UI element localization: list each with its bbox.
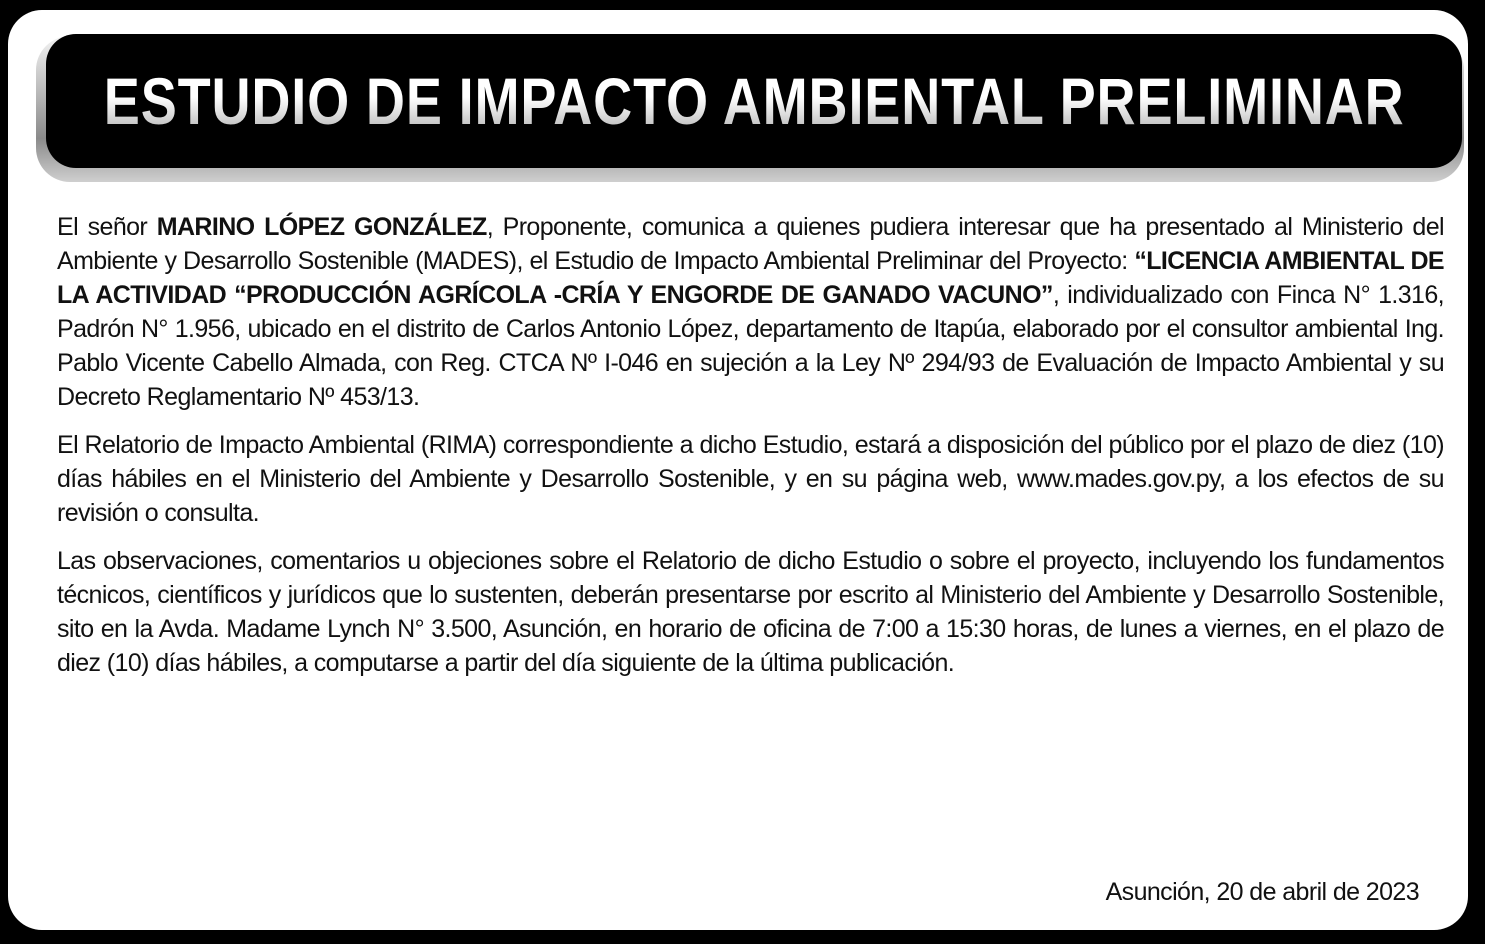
paragraph-proponent	[57, 210, 1444, 414]
paragraph-observations: Las observaciones, comentarios u objeciones sobre el Relatorio de dicho Estudio o sobre el proyecto, incluyendo los fundamentos técnicos, científicos y jurídicos que lo sustenten, deberán presentarse por escrito al Ministerio del Ambiente y Desarrollo Sostenible, sito en la Avda. Madame Lynch N° 3.500, Asunción, en horario de oficina de 7:00 a 15:30 horas, de lunes a viernes, en el plazo de diez (10) días hábiles, a computarse a partir del día siguiente de la última publicación.	[57, 547, 1444, 677]
paragraph-text: El señor	[57, 213, 157, 241]
notice-panel	[8, 10, 1468, 930]
notice-body	[57, 210, 1444, 694]
proponent-name: MARINO LÓPEZ GONZÁLEZ	[156, 213, 487, 241]
notice-date: Asunción, 20 de abril de 2023	[1105, 878, 1419, 906]
project-name: “LICENCIA AMBIENTAL DE LA ACTIVIDAD “PRODUCCIÓN AGRÍCOLA -CRÍA Y ENGORDE DE GANADO VACUNO”	[57, 247, 1444, 309]
paragraph-text: , Proponente, comunica a quienes pudiera interesar que ha presentado al Ministerio del Ambiente y Desarrollo Sostenible (MADES), el Estudio de Impacto Ambiental Preliminar del Proyecto:	[57, 213, 1444, 275]
paragraph-text: , individualizado con Finca N° 1.316, Padrón N° 1.956, ubicado en el distrito de Carlos Antonio López, departamento de Itapúa, elaborado por el consultor ambiental Ing. Pablo Vicente Cabello Almada, con Reg. CTCA Nº I-046 en sujeción a la Ley Nº 294/93 de Evaluación de Impacto Ambiental y su Decreto Reglamentario Nº 453/13.	[57, 281, 1444, 411]
paragraph-rima: El Relatorio de Impacto Ambiental (RIMA) correspondiente a dicho Estudio, estará a disposición del público por el plazo de diez (10) días hábiles en el Ministerio del Ambiente y Desarrollo Sostenible, y en su página web, www.mades.gov.py, a los efectos de su revisión o consulta.	[57, 431, 1444, 527]
title-bar	[46, 34, 1462, 168]
notice-title: ESTUDIO DE IMPACTO AMBIENTAL PRELIMINAR	[103, 64, 1405, 138]
